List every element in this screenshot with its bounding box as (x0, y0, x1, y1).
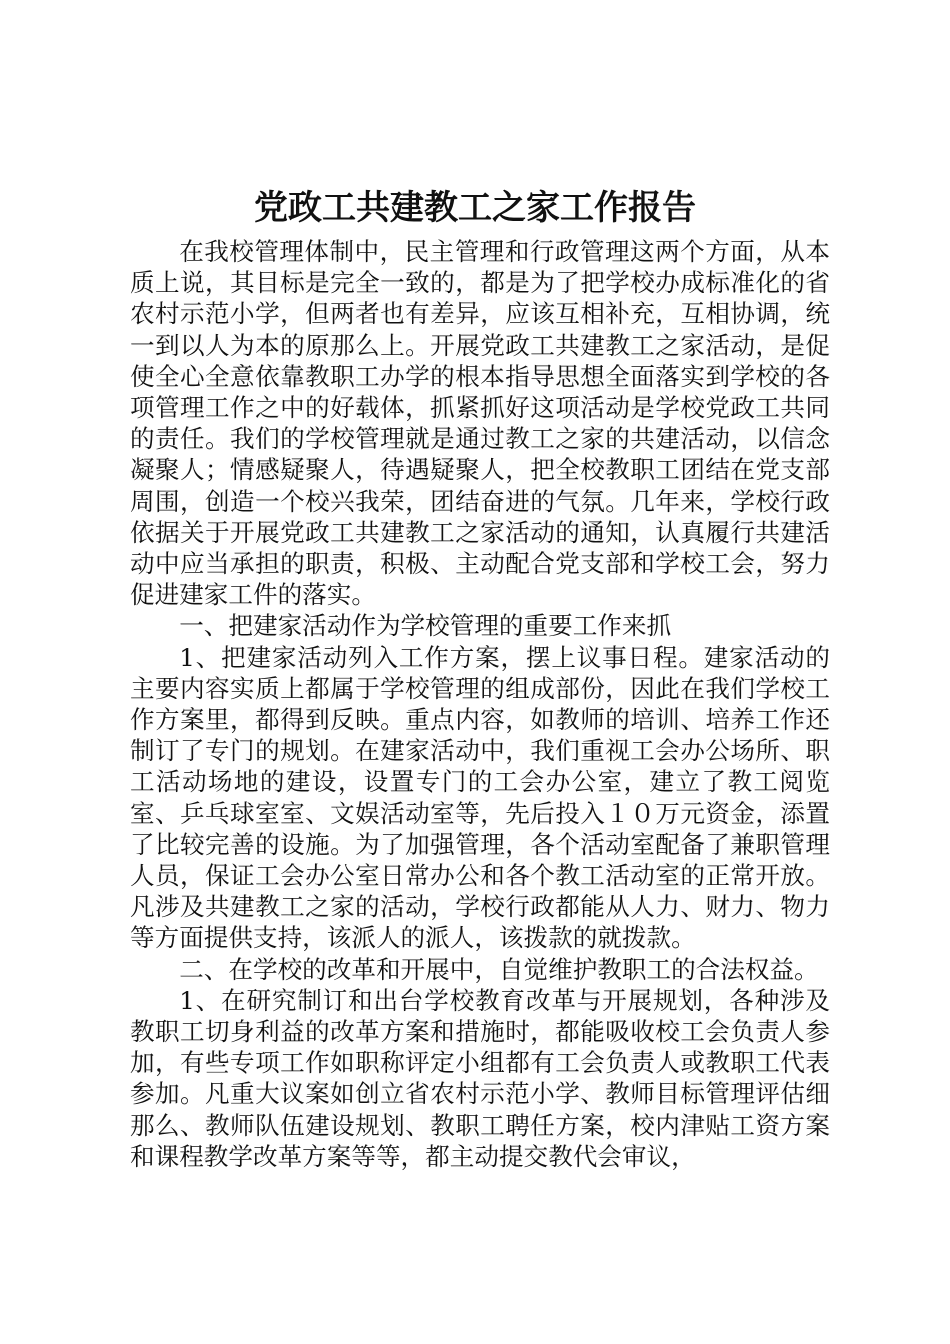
document-title: 党政工共建教工之家工作报告 (254, 188, 696, 228)
document-body (130, 236, 830, 1172)
paragraph-2-1: 1、在研究制订和出台学校教育改革与开展规划，各种涉及教职工切身利益的改革方案和措施时，都能吸收校工会负责人参加，有些专项工作如职称评定小组都有工会负责人或教职工代表参加。凡重大议案如创立省农村示范小学、教师目标管理评估细那么、教师队伍建设规划、教职工聘任方案，校内津贴工资方案和课程教学改革方案等等，都主动提交教代会审议， (130, 985, 830, 1171)
paragraph-intro: 在我校管理体制中，民主管理和行政管理这两个方面，从本质上说，其目标是完全一致的，都是为了把学校办成标准化的省农村示范小学，但两者也有差异，应该互相补充，互相协调，统一到以人为本的原那么上。开展党政工共建教工之家活动，是促使全心全意依靠教职工办学的根本指导思想全面落实到学校的各项管理工作之中的好载体，抓紧抓好这项活动是学校党政工共同的责任。我们的学校管理就是通过教工之家的共建活动，以信念凝聚人；情感疑聚人，待遇疑聚人，把全校教职工团结在党支部周围，创造一个校兴我荣，团结奋进的气氛。几年来，学校行政依据关于开展党政工共建教工之家活动的通知，认真履行共建活动中应当承担的职责，积极、主动配合党支部和学校工会，努力促进建家工件的落实。 (130, 237, 830, 610)
paragraph-1-1: 1、把建家活动列入工作方案，摆上议事日程。建家活动的主要内容实质上都属于学校管理的组成部份，因此在我们学校工作方案里，都得到反映。重点内容，如教师的培训、培养工作还制订了专门的规划。在建家活动中，我们重视工会办公场所、职工活动场地的建设，设置专门的工会办公室，建立了教工阅览室、乒乓球室室、文娱活动室等，先后投入１０万元资金，添置了比较完善的设施。为了加强管理，各个活动室配备了兼职管理人员，保证工会办公室日常办公和各个教工活动室的正常开放。凡涉及共建教工之家的活动，学校行政都能从人力、财力、物力等方面提供支持，该派人的派人，该拨款的就拨款。 (130, 642, 830, 953)
section-heading-2: 二、在学校的改革和开展中，自觉维护教职工的合法权益。 (179, 954, 819, 984)
section-heading-1: 一、把建家活动作为学校管理的重要工作来抓 (179, 611, 672, 641)
